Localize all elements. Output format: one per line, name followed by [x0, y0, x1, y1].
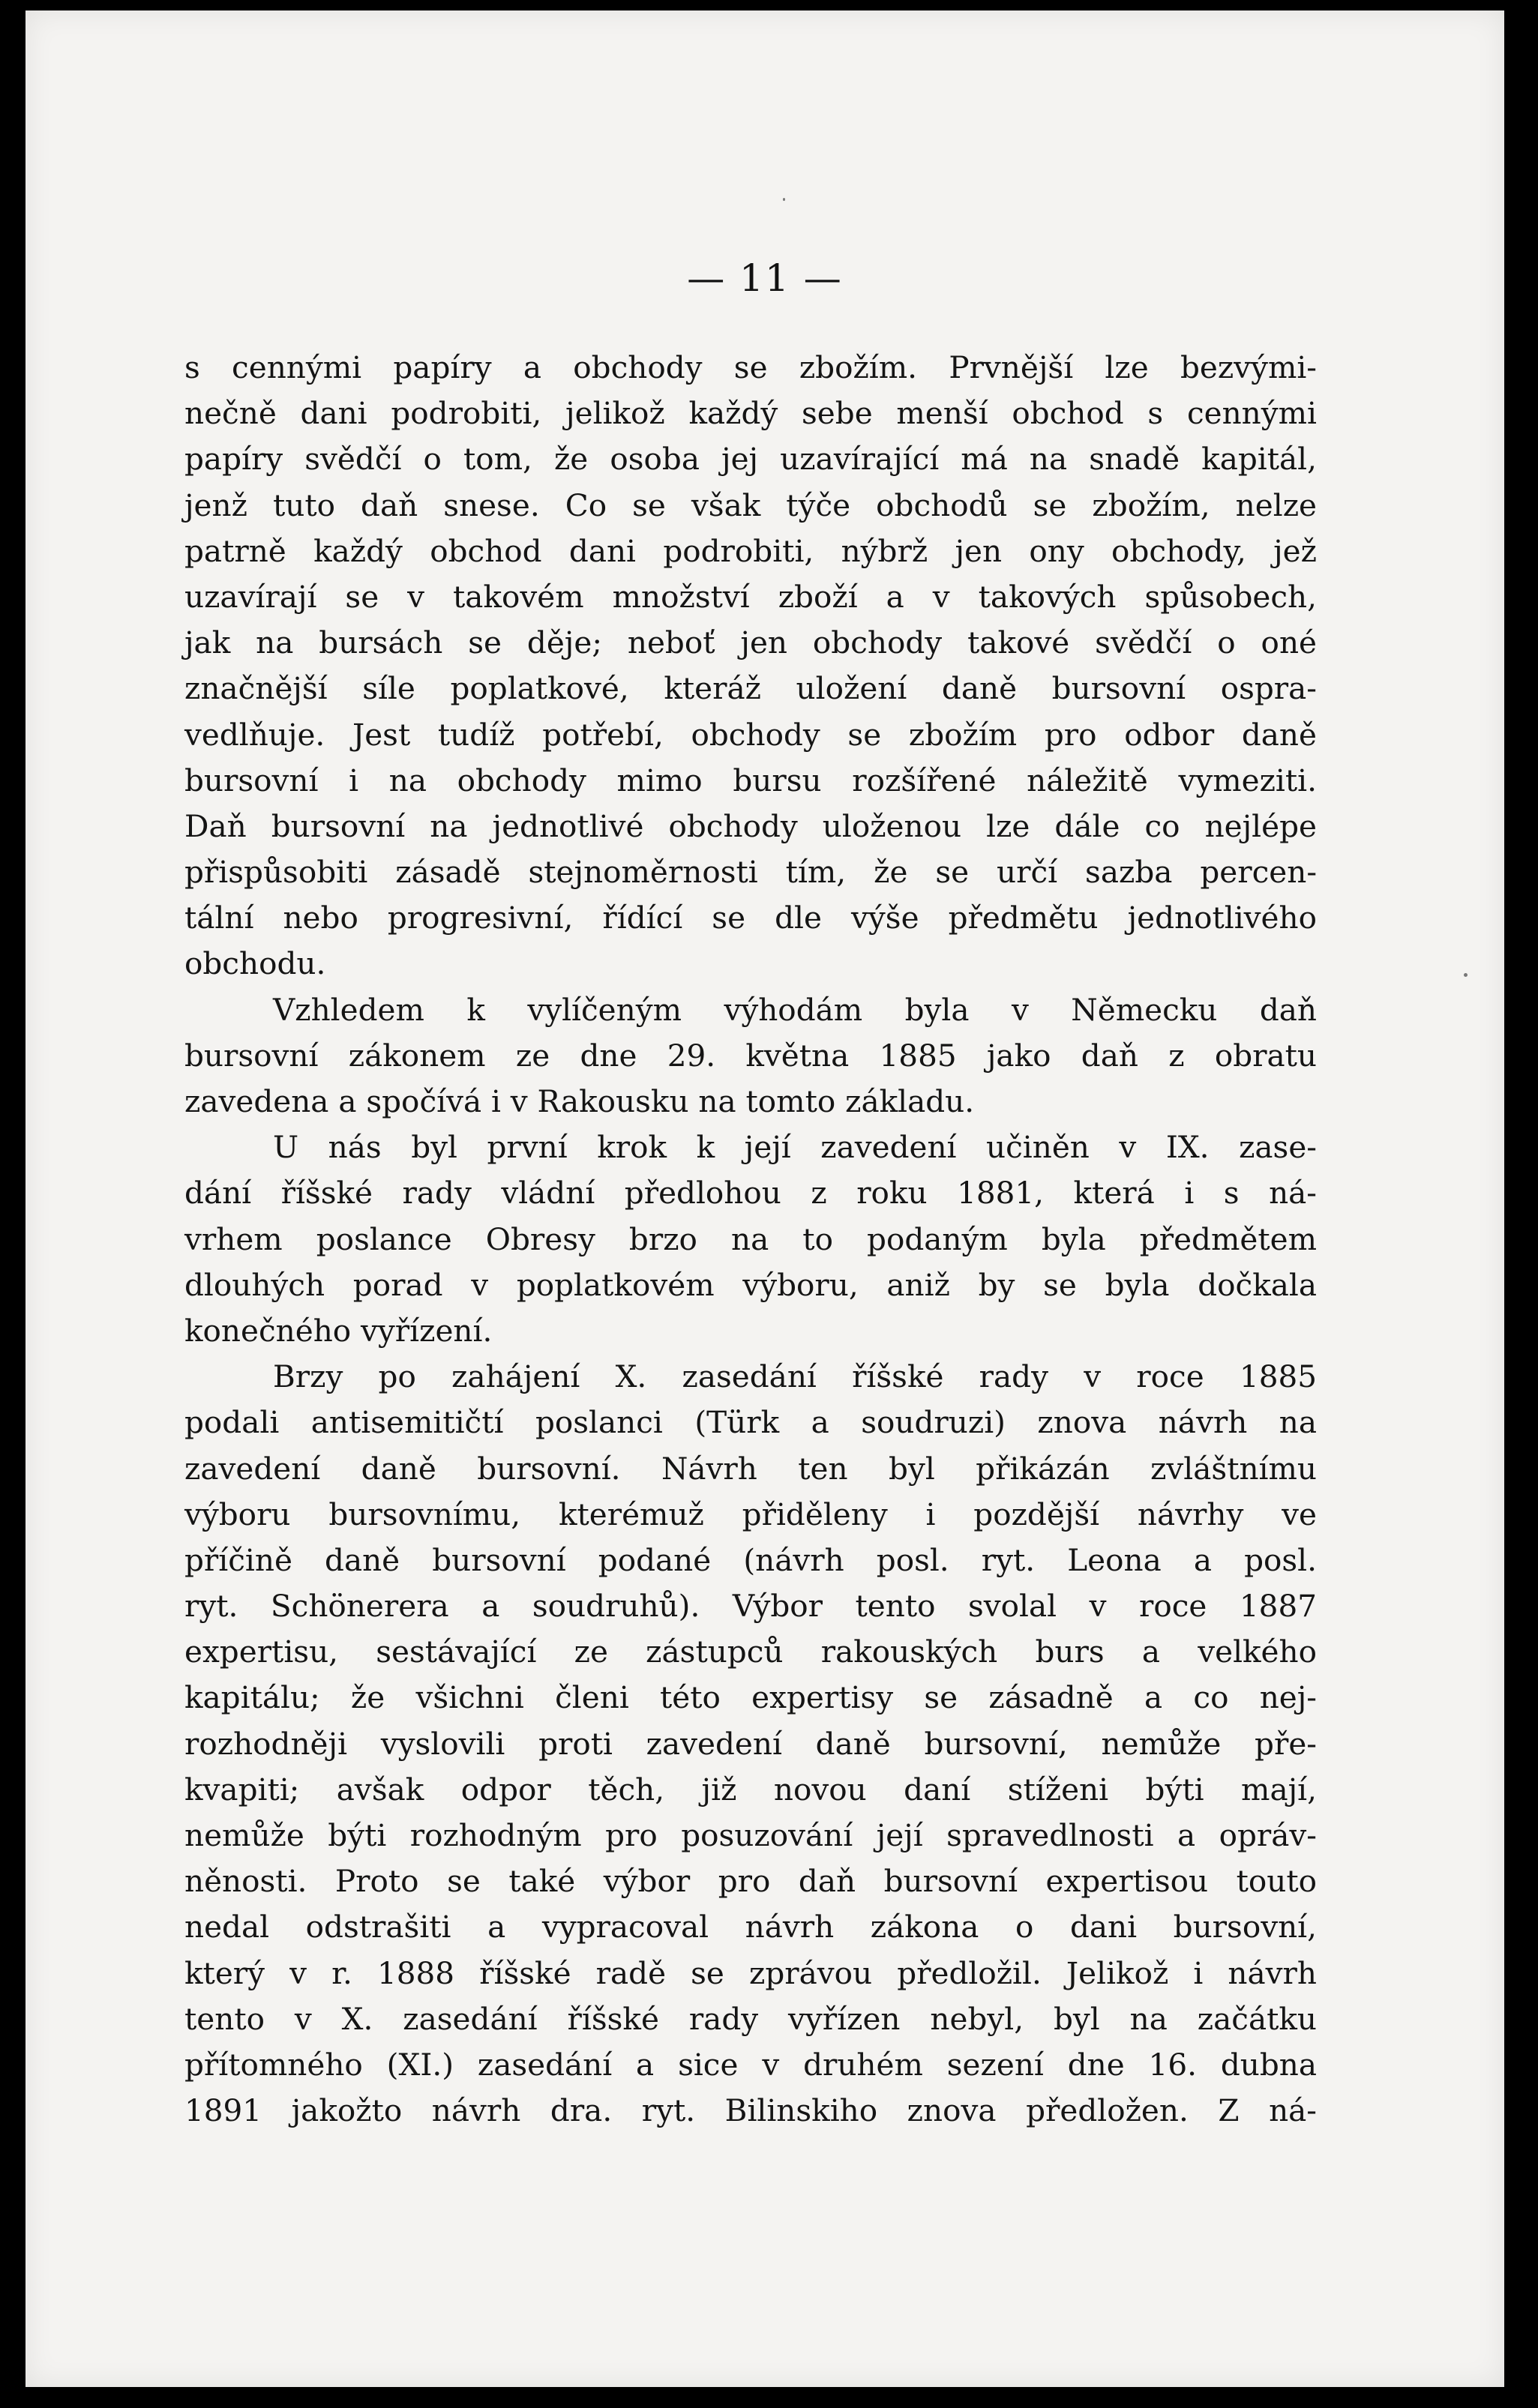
text-line: jak na bursách se děje; neboť jen obchody takové svědčí o oné	[184, 624, 1317, 661]
text-line: dání říšské rady vládní předlohou z roku 1881, která i s ná-	[184, 1175, 1317, 1211]
text-line: kvapiti; avšak odpor těch, již novou daní stíženi býti mají,	[184, 1771, 1317, 1807]
text-line: uzavírají se v takovém množství zboží a v takových spůsobech,	[184, 578, 1317, 615]
text-line: jenž tuto daň snese. Co se však týče obchodů se zbožím, nelze	[184, 487, 1317, 523]
text-line: značnější síle poplatkové, kteráž uložení daně bursovní ospra-	[184, 670, 1317, 707]
text-line: dlouhých porad v poplatkovém výboru, aniž by se byla dočkala	[184, 1266, 1317, 1303]
text-line: expertisu, sestávající ze zástupců rakouských burs a velkého	[184, 1634, 1317, 1670]
text-line: nedal odstrašiti a vypracoval návrh zákona o dani bursovní,	[184, 1909, 1317, 1945]
text-line: vedlňuje. Jest tudíž potřebí, obchody se zbožím pro odbor daně	[184, 716, 1317, 753]
text-line: bursovní i na obchody mimo bursu rozšířené náležitě vymeziti.	[184, 762, 1317, 798]
text-line: výboru bursovnímu, kterémuž přiděleny i pozdější návrhy ve	[184, 1496, 1317, 1532]
text-line: nečně dani podrobiti, jelikož každý sebe menší obchod s cennými	[184, 395, 1317, 432]
text-line: přítomného (XI.) zasedání a sice v druhém sezení dne 16. dubna	[184, 2046, 1317, 2083]
text-line: Daň bursovní na jednotlivé obchody uloženou lze dále co nejlépe	[184, 807, 1317, 844]
paragraph-first-line: Vzhledem k vylíčeným výhodám byla v Německu daň	[273, 991, 1317, 1028]
paper-speck	[783, 198, 785, 201]
text-line: vrhem poslance Obresy brzo na to podaným byla předmětem	[184, 1220, 1317, 1257]
text-line: 1891 jakožto návrh dra. ryt. Bilinskiho znova předložen. Z ná-	[184, 2092, 1317, 2129]
text-line: kapitálu; že všichni členi této expertisy se zásadně a co nej-	[184, 1679, 1317, 1716]
text-line: tento v X. zasedání říšské rady vyřízen nebyl, byl na začátku	[184, 2000, 1317, 2037]
text-line: zavedena a spočívá i v Rakousku na tomto základu.	[184, 1083, 975, 1119]
paper-speck	[1464, 973, 1468, 977]
text-line: přispůsobiti zásadě stejnoměrnosti tím, že se určí sazba percen-	[184, 854, 1317, 891]
text-line: zavedení daně bursovní. Návrh ten byl přikázán zvláštnímu	[184, 1450, 1317, 1487]
text-line: bursovní zákonem ze dne 29. května 1885 jako daň z obratu	[184, 1037, 1317, 1074]
text-line: konečného vyřízení.	[184, 1312, 493, 1349]
text-line: ryt. Schönerera a soudruhů). Výbor tento svolal v roce 1887	[184, 1588, 1317, 1625]
text-line: patrně každý obchod dani podrobiti, nýbrž jen ony obchody, jež	[184, 532, 1317, 569]
text-line: papíry svědčí o tom, že osoba jej uzavírající má na snadě kapitál,	[184, 441, 1317, 478]
text-line: podali antisemitičtí poslanci (Türk a soudruzi) znova návrh na	[184, 1404, 1317, 1441]
text-line: příčině daně bursovní podané (návrh posl. ryt. Leona a posl.	[184, 1541, 1317, 1578]
text-line: s cennými papíry a obchody se zbožím. Prvnější lze bezvými-	[184, 349, 1317, 385]
book-page	[25, 10, 1504, 2387]
page-number: — 11 —	[687, 256, 843, 300]
scan-border	[0, 0, 25, 2408]
text-line: rozhodněji vyslovili proti zavedení daně bursovní, nemůže pře-	[184, 1725, 1317, 1762]
text-line: který v r. 1888 říšské radě se zprávou předložil. Jelikož i návrh	[184, 1954, 1317, 1991]
body-text	[184, 345, 1317, 2134]
text-line: tální nebo progresivní, řídící se dle výše předmětu jednotlivého	[184, 900, 1317, 936]
text-line: nemůže býti rozhodným pro posuzování její spravedlnosti a opráv-	[184, 1817, 1317, 1853]
text-line: něnosti. Proto se také výbor pro daň bursovní expertisou touto	[184, 1863, 1317, 1900]
paragraph-first-line: Brzy po zahájení X. zasedání říšské rady v roce 1885	[273, 1358, 1317, 1395]
text-line: obchodu.	[184, 945, 326, 982]
paragraph-first-line: U nás byl první krok k její zavedení učiněn v IX. zase-	[273, 1129, 1317, 1166]
